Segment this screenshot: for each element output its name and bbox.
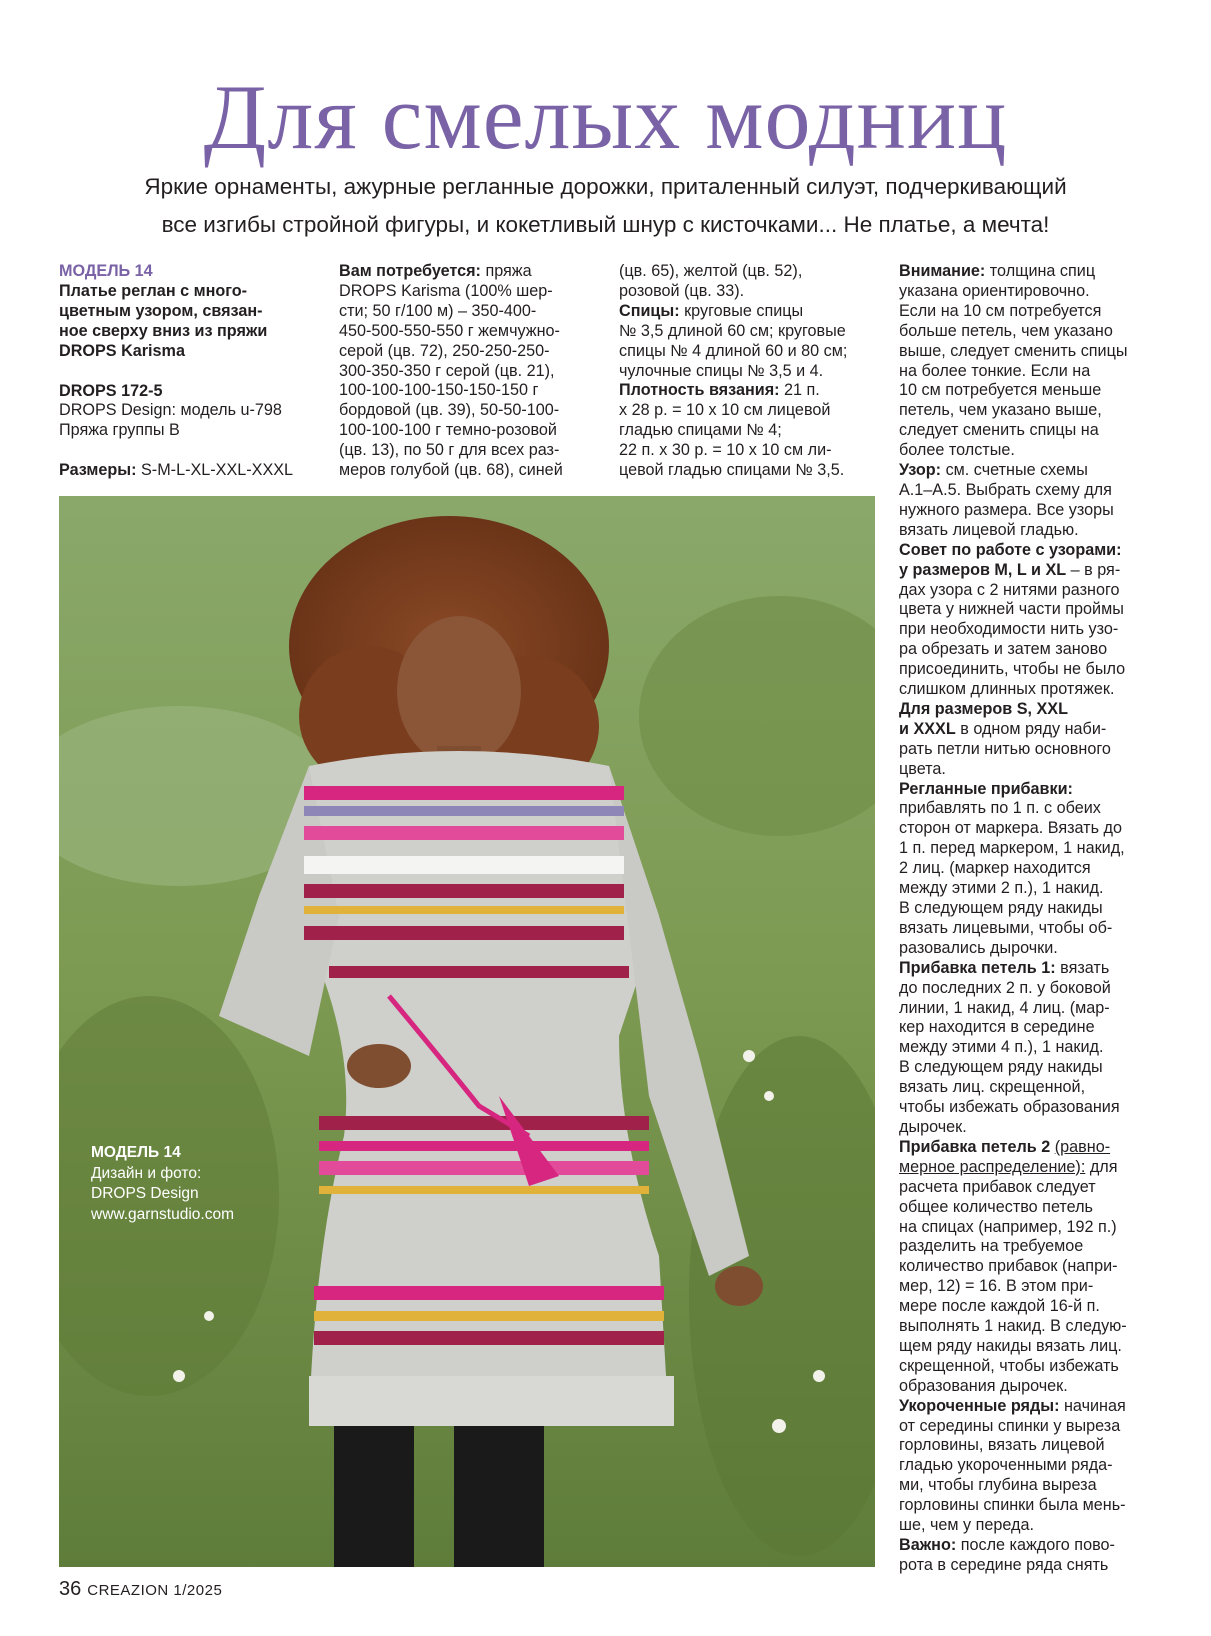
important-label: Важно:: [899, 1536, 957, 1554]
attention-line: 10 см потребуется меньше: [899, 381, 1102, 400]
short-rows-line: горловины, вязать лицевой: [899, 1436, 1105, 1455]
model-code: DROPS 172-5: [59, 381, 163, 400]
inc1-line: кер находится в середине: [899, 1018, 1095, 1037]
attention-line: больше петель, чем указано: [899, 321, 1113, 340]
tip-sizes-label: у размеров M, L и XL: [899, 560, 1067, 579]
attention-line: на более тонкие. Если на: [899, 361, 1091, 380]
raglan-line: разовались дырочки.: [899, 938, 1058, 957]
inc2-line: [899, 1158, 1169, 1178]
needles-line: № 3,5 длиной 60 см; круговые: [619, 321, 846, 340]
short-rows-text: начиная: [1059, 1396, 1126, 1415]
caption-line: DROPS Design: [91, 1185, 199, 1202]
page-number: 36: [59, 1578, 82, 1600]
materials-line: 100-100-100-150-150-150 г: [339, 381, 539, 400]
raglan-line: между этими 2 п.), 1 накид.: [899, 879, 1104, 898]
sizes-note-text: в одном ряду наби-: [955, 719, 1107, 738]
needles-line: чулочные спицы № 3,5 и 4.: [619, 361, 824, 380]
important-line: [899, 1536, 1169, 1556]
attention-line: указана ориентировочно.: [899, 281, 1090, 300]
attention-line: более толстые.: [899, 441, 1015, 460]
materials-line: [339, 262, 604, 282]
tip-line: при необходимости нить узо-: [899, 620, 1119, 639]
pattern-line: вязать лицевой гладью.: [899, 520, 1079, 539]
needles-label: Спицы:: [619, 301, 680, 320]
raglan-line: сторон от маркера. Вязать до: [899, 819, 1122, 838]
inc2-underlined: (равно-: [1054, 1137, 1111, 1156]
pattern-label: Узор:: [899, 461, 942, 480]
pattern-line: нужного размера. Все узоры: [899, 500, 1114, 519]
inc2-text: для: [1085, 1157, 1118, 1176]
materials-text: пряжа: [480, 262, 532, 280]
tip-line: дах узора с 2 нитями разного: [899, 580, 1120, 599]
inc1-line: вязать лиц. скрещенной,: [899, 1078, 1086, 1097]
model-info-column: [59, 262, 319, 481]
materials-label: Вам потребуется:: [339, 262, 481, 280]
attention-label: Внимание:: [899, 262, 986, 280]
short-rows-label: Укороченные ряды:: [899, 1396, 1060, 1415]
sizes-note-line: рать петли нитью основного: [899, 739, 1111, 758]
short-rows-line: [899, 1397, 1169, 1417]
inc2-line: разделить на требуемое: [899, 1237, 1084, 1256]
attention-line: выше, следует сменить спицы: [899, 341, 1128, 360]
tip-text: – в ря-: [1066, 560, 1121, 579]
colors-line: (цв. 65), желтой (цв. 52),: [619, 262, 803, 280]
page-footer: [59, 1578, 222, 1601]
attention-text: толщина спиц: [985, 262, 1096, 280]
inc2-label: Прибавка петель 2: [899, 1137, 1051, 1156]
yarn-group: Пряжа группы В: [59, 421, 180, 440]
sizes-line: [59, 461, 319, 481]
photo-caption: [91, 1143, 234, 1225]
model-desc-line: ное сверху вниз из пряжи: [59, 321, 268, 340]
sizes-note-line: цвета.: [899, 759, 946, 778]
magazine-issue: CREAZION 1/2025: [87, 1582, 223, 1599]
short-rows-line: от середины спинки у выреза: [899, 1416, 1121, 1435]
attention-line: Если на 10 см потребуется: [899, 301, 1102, 320]
inc2-line: общее количество петель: [899, 1197, 1093, 1216]
short-rows-line: гладью укороченными ряда-: [899, 1456, 1113, 1475]
inc2-underlined: мерное распределение):: [899, 1157, 1086, 1176]
needles-line: спицы № 4 длиной 60 и 80 см;: [619, 341, 848, 360]
materials-line: 300-350-350 г серой (цв. 21),: [339, 361, 555, 380]
pattern-line: [899, 461, 1169, 481]
inc1-line: до последних 2 п. у боковой: [899, 978, 1111, 997]
inc1-line: чтобы избежать образования: [899, 1098, 1120, 1117]
inc2-line: образования дырочек.: [899, 1376, 1068, 1395]
inc2-line: скрещенной, чтобы избежать: [899, 1356, 1119, 1375]
sizes-note-line: [899, 720, 1169, 740]
pattern-text: см. счетные схемы: [941, 461, 1088, 480]
inc2-line: на спицах (например, 192 п.): [899, 1217, 1117, 1236]
caption-model: МОДЕЛЬ 14: [91, 1144, 181, 1161]
pattern-line: А.1–А.5. Выбрать схему для: [899, 480, 1112, 499]
sizes-label: Размеры:: [59, 461, 137, 480]
tip-line: слишком длинных протяжек.: [899, 680, 1115, 699]
inc1-line: между этими 4 п.), 1 накид.: [899, 1038, 1104, 1057]
inc1-line: В следующем ряду накиды: [899, 1058, 1103, 1077]
subtitle: [60, 168, 1151, 244]
inc2-line: расчета прибавок следует: [899, 1177, 1096, 1196]
raglan-line: В следующем ряду накиды: [899, 899, 1103, 917]
gauge-line: гладью спицами № 4;: [619, 421, 782, 440]
gauge-line: 22 п. х 30 р. = 10 х 10 см ли-: [619, 441, 832, 460]
gauge-line: х 28 р. = 10 х 10 см лицевой: [619, 401, 831, 420]
colors-line: розовой (цв. 33).: [619, 281, 745, 300]
gauge-text: 21 п.: [779, 381, 820, 400]
short-rows-line: горловины спинки была мень-: [899, 1496, 1126, 1515]
inc1-text: вязать: [1055, 958, 1110, 977]
caption-line: www.garnstudio.com: [91, 1205, 235, 1223]
instructions-column: [899, 262, 1169, 1576]
raglan-label: Регланные прибавки:: [899, 779, 1073, 798]
tip-line: ра обрезать и затем заново: [899, 640, 1108, 659]
model-desc-line: DROPS Karisma: [59, 341, 185, 360]
tip-label: Совет по работе с узорами:: [899, 540, 1122, 559]
short-rows-line: ми, чтобы глубина выреза: [899, 1476, 1097, 1495]
inc1-line: линии, 1 накид, 4 лиц. (мар-: [899, 998, 1110, 1017]
inc1-label: Прибавка петель 1:: [899, 958, 1056, 977]
subtitle-line: все изгибы стройной фигуры, и кокетливый шнур с кисточками... Не платье, а мечта!: [161, 212, 1050, 237]
sizes-note-label-2: и XXXL: [899, 719, 956, 738]
model-photo: [59, 496, 875, 1567]
inc2-line: выполнять 1 накид. В следую-: [899, 1317, 1127, 1336]
subtitle-line: Яркие орнаменты, ажурные регланные дорожки, приталенный силуэт, подчеркивающий: [144, 174, 1067, 199]
needles-line: [619, 302, 884, 322]
gauge-line: [619, 381, 884, 401]
materials-line: 450-500-550-550 г жемчужно-: [339, 321, 560, 340]
sizes-value: S-M-L-XL-XXL-XXXL: [136, 461, 294, 480]
materials-line: (цв. 13), по 50 г для всех раз-: [339, 441, 560, 460]
materials-column: [339, 262, 604, 481]
materials-line: меров голубой (цв. 68), синей: [339, 461, 563, 480]
raglan-line: прибавлять по 1 п. с обеих: [899, 799, 1101, 818]
attention-line: следует сменить спицы на: [899, 421, 1099, 440]
page-title: Для смелых модниц: [203, 66, 1008, 168]
tip-line: присоединить, чтобы не было: [899, 660, 1126, 679]
needles-text: круговые спицы: [679, 301, 804, 320]
model-desc-line: Платье реглан с много-: [59, 281, 248, 300]
materials-line: сти; 50 г/100 м) – 350-400-: [339, 301, 537, 320]
inc2-line: мере после каждой 16-й п.: [899, 1297, 1100, 1316]
inc2-line: щем ряду накиды вязать лиц.: [899, 1336, 1122, 1355]
sizes-note-label: Для размеров S, XXL: [899, 699, 1068, 718]
gauge-label: Плотность вязания:: [619, 381, 780, 400]
raglan-line: 2 лиц. (маркер находится: [899, 859, 1091, 878]
model-label: МОДЕЛЬ 14: [59, 262, 153, 280]
tip-line: цвета у нижней части проймы: [899, 600, 1124, 619]
materials-line: серой (цв. 72), 250-250-250-: [339, 341, 550, 360]
design-ref: DROPS Design: модель u-798: [59, 401, 282, 420]
materials-line: DROPS Karisma (100% шер-: [339, 281, 553, 300]
tip-line: [899, 561, 1169, 581]
needles-column: [619, 262, 884, 481]
inc2-line: [899, 1138, 1169, 1158]
attention-line: [899, 262, 1169, 282]
caption-line: Дизайн и фото:: [91, 1164, 202, 1182]
important-text: после каждого пово-: [956, 1536, 1115, 1554]
gauge-line: цевой гладью спицами № 3,5.: [619, 461, 845, 480]
raglan-line: вязать лицевыми, чтобы об-: [899, 918, 1113, 937]
short-rows-line: ше, чем у переда.: [899, 1516, 1035, 1535]
attention-line: петель, чем указано выше,: [899, 401, 1102, 420]
inc2-line: количество прибавок (напри-: [899, 1257, 1118, 1276]
materials-line: бордовой (цв. 39), 50-50-100-: [339, 401, 560, 420]
model-desc-line: цветным узором, связан-: [59, 301, 263, 320]
inc1-line: [899, 959, 1169, 979]
materials-line: 100-100-100 г темно-розовой: [339, 421, 557, 440]
inc2-line: мер, 12) = 16. В этом при-: [899, 1277, 1094, 1296]
inc1-line: дырочек.: [899, 1117, 967, 1136]
raglan-line: 1 п. перед маркером, 1 накид,: [899, 839, 1125, 858]
important-line: рота в середине ряда снять: [899, 1555, 1109, 1574]
